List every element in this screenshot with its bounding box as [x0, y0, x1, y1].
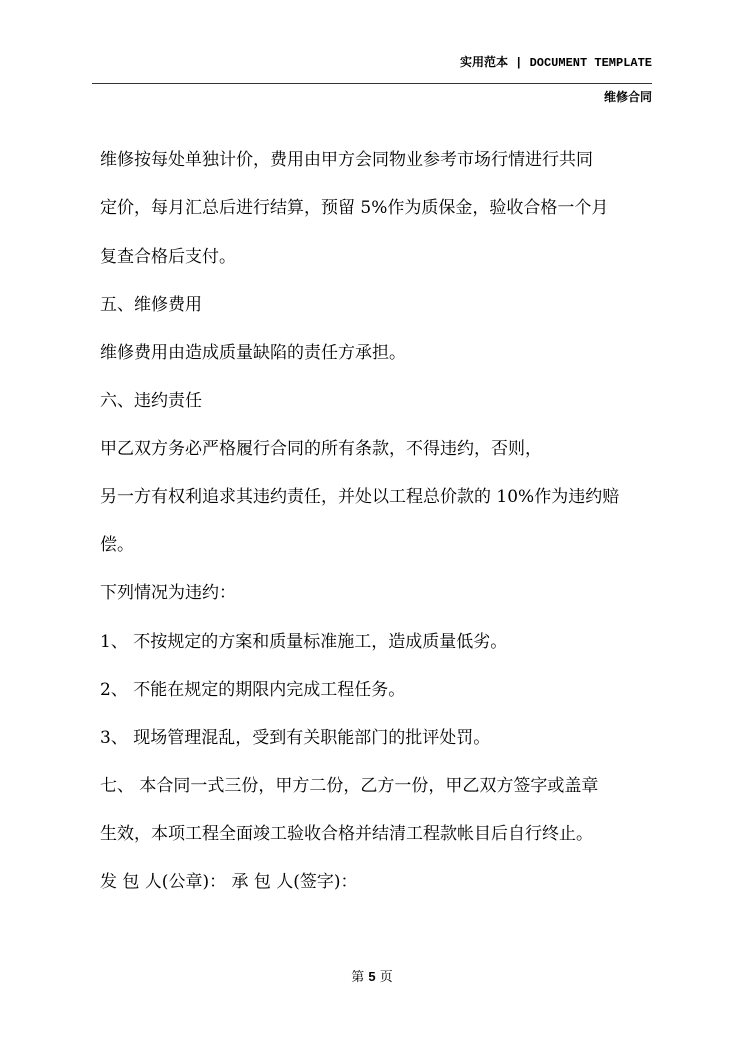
page-number: 5 [368, 969, 376, 984]
page-suffix: 页 [379, 970, 393, 985]
page-footer [0, 966, 744, 985]
section-heading: 六、违约责任 [100, 391, 202, 411]
section-heading: 七、 本合同一式三份，甲方二份，乙方一份，甲乙双方签字或盖章 [100, 776, 599, 796]
list-item: 2、 不能在规定的期限内完成工程任务。 [100, 680, 406, 700]
list-item: 1、 不按规定的方案和质量标准施工，造成质量低劣。 [100, 632, 508, 652]
paragraph-line: 另一方有权利追求其违约责任，并处以工程总价款的 10%作为违约赔 [100, 487, 620, 507]
signature-line: 发 包 人(公章)： 承 包 人(签字)： [100, 872, 358, 892]
header-title: 实用范本 | DOCUMENT TEMPLATE [459, 56, 652, 70]
paragraph-line: 维修费用由造成质量缺陷的责任方承担。 [100, 343, 406, 363]
header-subtitle: 维修合同 [603, 90, 652, 104]
page-prefix: 第 [351, 970, 365, 985]
paragraph-line: 定价，每月汇总后进行结算，预留 5%作为质保金，验收合格一个月 [100, 198, 609, 218]
paragraph-line: 下列情况为违约： [100, 583, 236, 603]
paragraph-line: 生效，本项工程全面竣工验收合格并结清工程款帐目后自行终止。 [100, 824, 593, 844]
paragraph-line: 复查合格后支付。 [100, 247, 236, 267]
section-heading: 五、维修费用 [100, 295, 202, 315]
header-divider [92, 83, 652, 84]
paragraph-line: 甲乙双方务必严格履行合同的所有条款，不得违约，否则， [100, 439, 542, 459]
paragraph-line: 维修按每处单独计价，费用由甲方会同物业参考市场行情进行共同 [100, 150, 593, 170]
paragraph-line: 偿。 [100, 535, 134, 555]
list-item: 3、 现场管理混乱，受到有关职能部门的批评处罚。 [100, 728, 491, 748]
